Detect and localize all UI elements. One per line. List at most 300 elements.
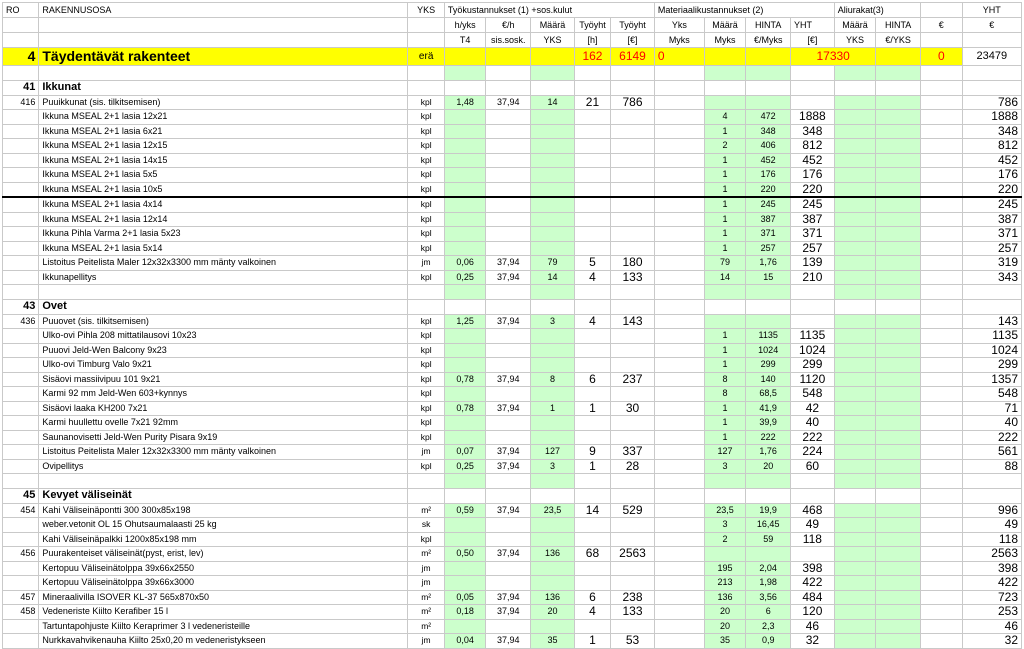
cell-ro	[3, 387, 39, 402]
item-row	[3, 634, 1022, 649]
cell-eh	[486, 343, 531, 358]
group-row	[3, 488, 1022, 503]
empty-cell	[962, 299, 1021, 314]
cell-mmaara: 1	[704, 182, 746, 197]
cell-aeur	[921, 619, 963, 634]
cell-ahinta	[876, 459, 921, 474]
cell-hyks: 0,04	[444, 634, 486, 649]
header-cell	[39, 33, 408, 48]
cell-maara: 127	[531, 445, 575, 460]
cell-mmaara	[704, 95, 746, 110]
header-cell: HINTA	[746, 18, 791, 33]
cell-aeur	[921, 387, 963, 402]
cell-name: Ikkuna MSEAL 2+1 lasia 12x15	[39, 139, 408, 154]
cell-hyks: 0,78	[444, 372, 486, 387]
cell-myht: 40	[791, 416, 835, 431]
cell-myht: 812	[791, 139, 835, 154]
cell-eh	[486, 387, 531, 402]
empty-cell	[704, 66, 746, 81]
cell-myks	[654, 605, 704, 620]
cell-aeur	[921, 241, 963, 256]
cell-aeur	[921, 270, 963, 285]
cell-amaara	[834, 619, 876, 634]
cell-hyks	[444, 430, 486, 445]
cell-yht: 220	[962, 182, 1021, 197]
cell-aeur	[921, 358, 963, 373]
cell-name: Puuovi Jeld-Wen Balcony 9x23	[39, 343, 408, 358]
cell-tyoe	[611, 153, 655, 168]
cell-mmaara: 4	[704, 110, 746, 125]
item-row	[3, 212, 1022, 227]
cell-maara: 1	[531, 401, 575, 416]
item-row	[3, 532, 1022, 547]
cell-amaara	[834, 416, 876, 431]
cell-ahinta	[876, 139, 921, 154]
cell-eh: 37,94	[486, 95, 531, 110]
cell-myks	[654, 241, 704, 256]
cell-name: weber.vetonit OL 15 Ohutsaumalaasti 25 kg	[39, 518, 408, 533]
header-cell: [€]	[611, 33, 655, 48]
cell-maara: 3	[531, 459, 575, 474]
cell-myks	[654, 503, 704, 518]
cell-yks: m²	[408, 605, 444, 620]
cell-myht: 1888	[791, 110, 835, 125]
cell-amaara	[834, 590, 876, 605]
cell-mmaara	[704, 547, 746, 562]
empty-cell	[704, 488, 746, 503]
cell-yks: kpl	[408, 372, 444, 387]
cell-tyoe	[611, 110, 655, 125]
cell-yht: 561	[962, 445, 1021, 460]
cell-yht: 996	[962, 503, 1021, 518]
cell-name: Ikkuna MSEAL 2+1 lasia 10x5	[39, 182, 408, 197]
cell-mmaara: 1	[704, 401, 746, 416]
cell-tyoe	[611, 227, 655, 242]
cell-amaara	[834, 241, 876, 256]
cell-amaara	[834, 372, 876, 387]
empty-cell	[704, 474, 746, 489]
header-cell	[3, 18, 39, 33]
cell-ro	[3, 153, 39, 168]
cell-aeur	[921, 182, 963, 197]
cell-tyoe	[611, 139, 655, 154]
empty-cell	[408, 80, 444, 95]
cell-maara	[531, 561, 575, 576]
section-labor-cost: 6149	[611, 48, 655, 66]
empty-cell	[408, 299, 444, 314]
cell-name: Kahi Väliseinäpalkki 1200x85x198 mm	[39, 532, 408, 547]
cell-myht: 468	[791, 503, 835, 518]
header-cell: €/YKS	[876, 33, 921, 48]
cell-tyoh	[574, 358, 610, 373]
cell-yks: m²	[408, 619, 444, 634]
cell-amaara	[834, 547, 876, 562]
cell-maara	[531, 153, 575, 168]
cell-tyoh	[574, 241, 610, 256]
cell-hyks	[444, 576, 486, 591]
cell-ahinta	[876, 590, 921, 605]
empty-cell	[611, 474, 655, 489]
cell-hyks	[444, 110, 486, 125]
cell-hinta: 19,9	[746, 503, 791, 518]
cell-ahinta	[876, 95, 921, 110]
cell-yks: kpl	[408, 212, 444, 227]
cell-amaara	[834, 153, 876, 168]
cell-myht: 348	[791, 124, 835, 139]
cell-hinta: 41,9	[746, 401, 791, 416]
empty-cell	[486, 488, 531, 503]
cell-eh	[486, 124, 531, 139]
header-cell: €/h	[486, 18, 531, 33]
cell-myht: 1024	[791, 343, 835, 358]
header-cell	[408, 33, 444, 48]
cell-ahinta	[876, 401, 921, 416]
empty-cell	[444, 66, 486, 81]
cell-hinta: 20	[746, 459, 791, 474]
cell-hyks	[444, 227, 486, 242]
empty-cell	[611, 66, 655, 81]
cell-tyoe	[611, 416, 655, 431]
cell-yks: jm	[408, 256, 444, 271]
cell-yks: m²	[408, 547, 444, 562]
empty-cell	[574, 488, 610, 503]
item-row	[3, 95, 1022, 110]
cell-mmaara: 1	[704, 124, 746, 139]
cell-hyks	[444, 387, 486, 402]
cell-myht: 139	[791, 256, 835, 271]
cell-myks	[654, 619, 704, 634]
empty-cell	[486, 80, 531, 95]
item-row	[3, 416, 1022, 431]
item-row	[3, 619, 1022, 634]
header-cell: [h]	[574, 33, 610, 48]
empty-cell	[39, 474, 408, 489]
cell-aeur	[921, 124, 963, 139]
section-labor-hours: 162	[574, 48, 610, 66]
empty-cell	[876, 285, 921, 300]
cell-ro	[3, 139, 39, 154]
cell-yht: 786	[962, 95, 1021, 110]
cell-tyoe: 337	[611, 445, 655, 460]
cell-tyoh	[574, 197, 610, 212]
cell-hyks: 1,48	[444, 95, 486, 110]
cell-tyoh: 14	[574, 503, 610, 518]
cell-yht: 387	[962, 212, 1021, 227]
cell-maara: 3	[531, 314, 575, 329]
cell-myks	[654, 518, 704, 533]
cell-yht: 253	[962, 605, 1021, 620]
cell-aeur	[921, 139, 963, 154]
cell-amaara	[834, 139, 876, 154]
cell-mmaara: 195	[704, 561, 746, 576]
cell-maara	[531, 518, 575, 533]
cell-tyoh	[574, 227, 610, 242]
empty-cell	[39, 285, 408, 300]
cell-mmaara: 1	[704, 241, 746, 256]
cell-eh: 37,94	[486, 547, 531, 562]
cell-name: Ovipellitys	[39, 459, 408, 474]
empty-cell	[921, 474, 963, 489]
cell-ro	[3, 401, 39, 416]
cell-maara	[531, 576, 575, 591]
header-cell: YKS	[408, 3, 444, 18]
cell-myht: 1135	[791, 329, 835, 344]
cell-eh: 37,94	[486, 401, 531, 416]
cell-amaara	[834, 445, 876, 460]
cell-tyoe: 238	[611, 590, 655, 605]
cell-ahinta	[876, 197, 921, 212]
cell-hyks	[444, 182, 486, 197]
cell	[444, 48, 486, 66]
cell-hinta: 16,45	[746, 518, 791, 533]
cell-eh	[486, 329, 531, 344]
cell-aeur	[921, 416, 963, 431]
cell-yht: 257	[962, 241, 1021, 256]
blank-row	[3, 66, 1022, 81]
cell-mmaara: 8	[704, 387, 746, 402]
cell-hinta: 1,76	[746, 256, 791, 271]
header-cell: Yks	[654, 18, 704, 33]
header-cell: YHT	[791, 18, 835, 33]
cell-eh: 37,94	[486, 605, 531, 620]
cell-amaara	[834, 329, 876, 344]
cell-amaara	[834, 532, 876, 547]
cell-eh	[486, 168, 531, 183]
cell-ro: 416	[3, 95, 39, 110]
cell-myht: 398	[791, 561, 835, 576]
cell-yks: kpl	[408, 532, 444, 547]
cell-maara	[531, 532, 575, 547]
cell-myht: 32	[791, 634, 835, 649]
cell-eh: 37,94	[486, 634, 531, 649]
cell-ahinta	[876, 168, 921, 183]
empty-cell	[654, 299, 704, 314]
cell-tyoe	[611, 576, 655, 591]
cell-maara	[531, 343, 575, 358]
group-row	[3, 299, 1022, 314]
cell-hinta: 299	[746, 358, 791, 373]
empty-cell	[704, 285, 746, 300]
empty-cell	[962, 474, 1021, 489]
cell-hyks	[444, 139, 486, 154]
cell-myks	[654, 387, 704, 402]
cell-ro	[3, 343, 39, 358]
section-row	[3, 48, 1022, 66]
cell-tyoh	[574, 561, 610, 576]
cell-name: Puuovet (sis. tilkitsemisen)	[39, 314, 408, 329]
cell-yht: 812	[962, 139, 1021, 154]
cell-myht: 42	[791, 401, 835, 416]
cell-name: Puuikkunat (sis. tilkitsemisen)	[39, 95, 408, 110]
cell-ro	[3, 256, 39, 271]
cell-tyoe: 180	[611, 256, 655, 271]
empty-cell	[444, 474, 486, 489]
cell-aeur	[921, 212, 963, 227]
cell-maara	[531, 139, 575, 154]
cell-ahinta	[876, 372, 921, 387]
cell-ahinta	[876, 634, 921, 649]
cell-yht: 1024	[962, 343, 1021, 358]
cell-aeur	[921, 95, 963, 110]
cell-hyks	[444, 416, 486, 431]
cell-tyoe	[611, 124, 655, 139]
cell-hinta	[746, 314, 791, 329]
cell-tyoh	[574, 619, 610, 634]
cell-tyoh	[574, 212, 610, 227]
cell-maara: 20	[531, 605, 575, 620]
cell-ro	[3, 430, 39, 445]
cell-name: Ikkuna MSEAL 2+1 lasia 14x15	[39, 153, 408, 168]
cell-yht: 319	[962, 256, 1021, 271]
empty-cell	[962, 80, 1021, 95]
header-cell: €	[962, 18, 1021, 33]
cell-myks	[654, 416, 704, 431]
cell-yht: 299	[962, 358, 1021, 373]
cell-myks	[654, 270, 704, 285]
cell	[876, 48, 921, 66]
cell-amaara	[834, 95, 876, 110]
cell-yht: 1888	[962, 110, 1021, 125]
cell-mmaara: 2	[704, 532, 746, 547]
cell-yht: 32	[962, 634, 1021, 649]
header-cell	[921, 3, 963, 18]
item-row	[3, 518, 1022, 533]
empty-cell	[574, 299, 610, 314]
empty-cell	[531, 80, 575, 95]
cell-hyks: 0,06	[444, 256, 486, 271]
header-material-group: Materiaalikustannukset (2)	[654, 3, 834, 18]
cell-myks	[654, 227, 704, 242]
cell-hyks	[444, 329, 486, 344]
cell-yht: 1357	[962, 372, 1021, 387]
cell-ahinta	[876, 503, 921, 518]
cell-yks: m²	[408, 590, 444, 605]
cell-maara	[531, 227, 575, 242]
cell-mmaara: 213	[704, 576, 746, 591]
cell-hinta: 1024	[746, 343, 791, 358]
item-row	[3, 168, 1022, 183]
empty-cell	[611, 299, 655, 314]
cell-yht: 118	[962, 532, 1021, 547]
item-row	[3, 139, 1022, 154]
cell-yks: kpl	[408, 401, 444, 416]
empty-cell	[876, 488, 921, 503]
cell-yks: kpl	[408, 95, 444, 110]
cell-yks: kpl	[408, 182, 444, 197]
empty-cell	[962, 285, 1021, 300]
cell-maara: 8	[531, 372, 575, 387]
group-code: 41	[3, 80, 39, 95]
cell-tyoh	[574, 518, 610, 533]
cell-yht: 343	[962, 270, 1021, 285]
cell-yks: kpl	[408, 124, 444, 139]
cell-myht: 222	[791, 430, 835, 445]
cell-eh: 37,94	[486, 270, 531, 285]
empty-cell	[921, 66, 963, 81]
cell-eh	[486, 153, 531, 168]
cell-amaara	[834, 314, 876, 329]
empty-cell	[574, 66, 610, 81]
item-row	[3, 605, 1022, 620]
cell-yht: 348	[962, 124, 1021, 139]
cell-myht	[791, 95, 835, 110]
cell-hinta: 220	[746, 182, 791, 197]
cell-ahinta	[876, 153, 921, 168]
cell-ro: 458	[3, 605, 39, 620]
group-title: Ikkunat	[39, 80, 408, 95]
cell-maara	[531, 110, 575, 125]
cell-maara	[531, 358, 575, 373]
cell-amaara	[834, 227, 876, 242]
cell-amaara	[834, 459, 876, 474]
cell-myht: 1120	[791, 372, 835, 387]
cell-eh: 37,94	[486, 445, 531, 460]
cell-tyoe	[611, 518, 655, 533]
cell-tyoh	[574, 139, 610, 154]
cell-hinta: 348	[746, 124, 791, 139]
cell-eh: 37,94	[486, 256, 531, 271]
cell-tyoh: 4	[574, 605, 610, 620]
cell-hyks	[444, 124, 486, 139]
cell-yht: 143	[962, 314, 1021, 329]
header-row-2	[3, 18, 1022, 33]
cell-ro	[3, 182, 39, 197]
cell-ro	[3, 110, 39, 125]
cell-hinta: 371	[746, 227, 791, 242]
cell-yht: 176	[962, 168, 1021, 183]
cell-amaara	[834, 270, 876, 285]
cell-eh	[486, 416, 531, 431]
empty-cell	[444, 488, 486, 503]
cell-ahinta	[876, 561, 921, 576]
cell-tyoh	[574, 124, 610, 139]
cell-tyoe: 143	[611, 314, 655, 329]
header-cell	[921, 33, 963, 48]
cell-tyoe: 30	[611, 401, 655, 416]
empty-cell	[486, 66, 531, 81]
cell-aeur	[921, 314, 963, 329]
cell-tyoe: 133	[611, 605, 655, 620]
cell-tyoh: 6	[574, 372, 610, 387]
cell-yks: jm	[408, 561, 444, 576]
empty-cell	[921, 488, 963, 503]
cell-amaara	[834, 401, 876, 416]
cell-myks	[654, 430, 704, 445]
cell-tyoh: 6	[574, 590, 610, 605]
header-row-1	[3, 3, 1022, 18]
cell-ahinta	[876, 619, 921, 634]
empty-cell	[574, 80, 610, 95]
cell-name: Mineraalivilla ISOVER KL-37 565x870x50	[39, 590, 408, 605]
cell-ro	[3, 329, 39, 344]
cell-hinta: 3,56	[746, 590, 791, 605]
header-cell: Määrä	[704, 18, 746, 33]
empty-cell	[791, 285, 835, 300]
cell-mmaara: 2	[704, 139, 746, 154]
section-grand-total: 23479	[962, 48, 1021, 66]
header-cell: Määrä	[531, 18, 575, 33]
header-cell: RO	[3, 3, 39, 18]
cell-yks: kpl	[408, 329, 444, 344]
cell-tyoe: 237	[611, 372, 655, 387]
cell-myht: 60	[791, 459, 835, 474]
cell-yks: kpl	[408, 343, 444, 358]
cell-yht: 71	[962, 401, 1021, 416]
cell-maara	[531, 241, 575, 256]
header-labor-group: Työkustannukset (1) +sos.kulut	[444, 3, 654, 18]
header-total: YHT	[962, 3, 1021, 18]
empty-cell	[444, 285, 486, 300]
